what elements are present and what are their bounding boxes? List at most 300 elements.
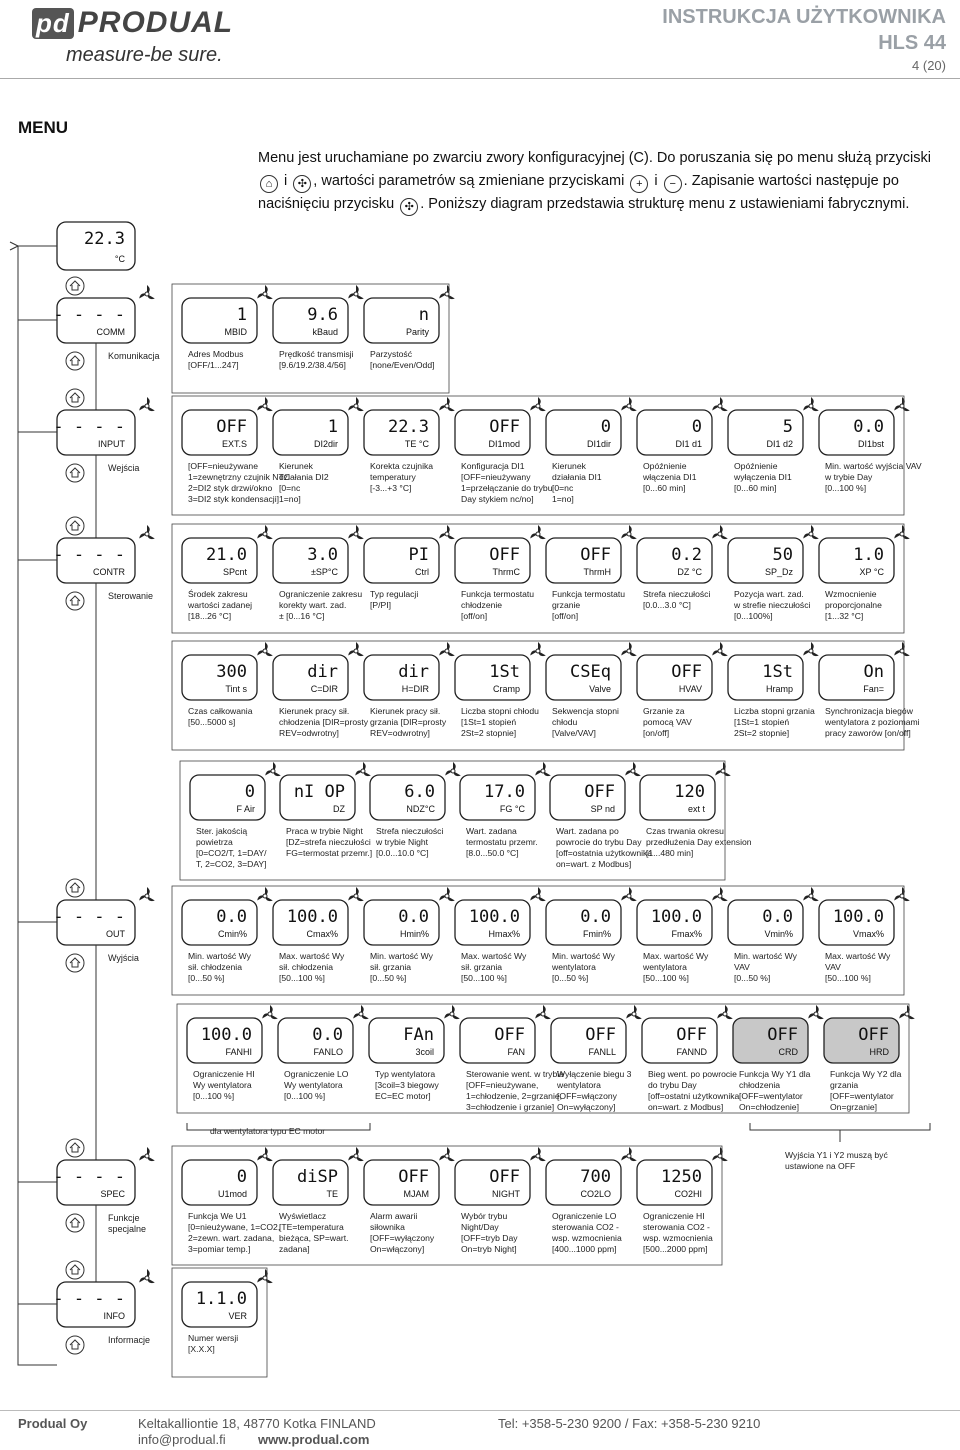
lcd-value: CSEq — [570, 662, 611, 682]
description-line: Funkcja Wy Y2 dla — [830, 1069, 902, 1079]
fan-key-icon — [621, 397, 637, 411]
page-number: 4 (20) — [912, 58, 946, 73]
parameter-description — [188, 1211, 280, 1254]
lcd-label: HRD — [869, 1047, 889, 1057]
lcd-value: dir — [398, 662, 429, 682]
description-line: Ster. jakością — [196, 826, 248, 836]
lcd-value: 0.0 — [853, 417, 884, 437]
parameter-description — [279, 951, 345, 983]
description-line: [OFF=wentylator — [739, 1091, 803, 1101]
intro-word-i1: i — [284, 173, 288, 189]
lcd-label: ThrmC — [492, 567, 520, 577]
description-line: VAV — [825, 962, 841, 972]
description-line: chłodzenia [DIR=prosty — [279, 717, 369, 727]
fan-key-icon — [139, 285, 155, 299]
lcd-label: DZ °C — [677, 567, 702, 577]
home-key-icon — [66, 1261, 84, 1279]
lcd-label: FANLO — [313, 1047, 343, 1057]
lcd-label: NIGHT — [492, 1189, 520, 1199]
description-line: sił. grzania — [370, 962, 412, 972]
fan-key-icon — [625, 762, 641, 776]
lcd-label: MBID — [224, 327, 247, 337]
description-line: 1=przełączanie do trybu — [461, 483, 553, 493]
lcd-value: 0.0 — [580, 907, 611, 927]
fan-key-icon — [262, 1005, 278, 1019]
footer-email: info@produal.fi — [138, 1432, 226, 1447]
parameter-description — [375, 826, 443, 858]
menu-input — [53, 410, 135, 455]
description-line: On=tryb Night] — [461, 1244, 517, 1254]
description-line: 2St=2 stopnie] — [734, 728, 790, 738]
description-line: Wyświetlacz — [279, 1211, 327, 1221]
minus-key-icon: − — [664, 175, 682, 193]
description-line: Funkcja termostatu — [461, 589, 535, 599]
fan-key-icon — [139, 1269, 155, 1283]
home-key-icon: ⌂ — [260, 175, 278, 193]
description-line: [1St=1 stopień — [734, 717, 790, 727]
description-line: korekty wart. zad. — [279, 600, 347, 610]
lcd-value: nI OP — [293, 782, 345, 802]
description-line: Czas całkowania — [188, 706, 253, 716]
fan-key-icon — [257, 397, 273, 411]
home-display — [57, 222, 135, 270]
lcd-label: Hramp — [765, 684, 793, 694]
description-line: REV=odwrotny] — [370, 728, 430, 738]
lcd-value: OFF — [585, 1025, 616, 1045]
description-line: Kierunek — [279, 461, 313, 471]
description-line: [OFF=tryb Day — [461, 1233, 518, 1243]
description-line: T, 2=CO2, 3=DAY] — [196, 859, 267, 869]
description-line: wentylatora — [552, 962, 596, 972]
parameter-description — [370, 589, 418, 610]
fan-key-icon — [808, 1005, 824, 1019]
description-line: wartości zadanej — [188, 600, 253, 610]
description-line: [Valve/VAV] — [552, 728, 596, 738]
fan-key-icon — [894, 642, 910, 656]
lcd-label: FG °C — [499, 804, 525, 814]
description-line: wsp. wzmocnienia — [643, 1233, 713, 1243]
lcd-value: 3.0 — [307, 545, 338, 565]
fan-key-icon — [439, 397, 455, 411]
fan-key-icon — [445, 762, 461, 776]
fan-key-icon — [894, 525, 910, 539]
description-line: Prędkość transmisji — [279, 349, 354, 359]
description-line: [X.X.X] — [188, 1344, 215, 1354]
home-key-icon — [66, 277, 84, 295]
fan-key-icon — [139, 1147, 155, 1161]
lcd-value: 0.0 — [312, 1025, 343, 1045]
description-line: grzanie — [552, 600, 581, 610]
description-line: [3coil=3 biegowy — [375, 1080, 439, 1090]
description-line: [on/off] — [643, 728, 670, 738]
fan-key-icon — [717, 1005, 733, 1019]
lcd-label: Vmin% — [764, 929, 793, 939]
description-line: [50...5000 s] — [188, 717, 236, 727]
lcd-label: F Air — [236, 804, 255, 814]
description-line: [OFF=nieużywane — [188, 461, 258, 471]
description-line: FG=termostat przemr.] — [286, 848, 373, 858]
lcd-label: DI1bst — [857, 439, 884, 449]
lcd-value: OFF — [398, 1167, 429, 1187]
fan-key-icon — [348, 1147, 364, 1161]
fan-key-icon — [712, 1147, 728, 1161]
lcd-label: Valve — [589, 684, 611, 694]
parameter-description — [551, 1211, 622, 1254]
parameter-description — [279, 589, 362, 621]
parameter-description — [461, 1211, 518, 1254]
parameter-description — [461, 589, 534, 621]
description-line: [P/PI] — [370, 600, 392, 610]
parameter-description — [551, 951, 616, 983]
parameter-description — [733, 461, 792, 493]
description-line: 3=pomiar temp.] — [188, 1244, 251, 1254]
lcd-value: n — [418, 305, 429, 325]
fan-key-icon — [530, 397, 546, 411]
description-line: [OFF=wentylator — [830, 1091, 894, 1101]
parameter-description — [733, 589, 811, 621]
lcd-value: 21.0 — [206, 545, 247, 565]
ec-motor-note: dla wentylatora typu EC motor — [210, 1126, 326, 1136]
lcd-value: - - - - — [53, 417, 125, 437]
description-line: w trybie Day — [825, 472, 873, 482]
fan-key-icon — [530, 887, 546, 901]
lcd-value: 100.0 — [286, 907, 338, 927]
lcd-label: CO2LO — [580, 1189, 611, 1199]
lcd-value: 1 — [327, 417, 338, 437]
fan-key-icon — [348, 642, 364, 656]
lcd-label: COMM — [96, 327, 125, 337]
fan-key-icon — [535, 762, 551, 776]
fan-key-icon — [348, 525, 364, 539]
description-line: Numer wersji — [188, 1333, 239, 1343]
description-line: Bieg went. po powrocie — [648, 1069, 737, 1079]
intro-word-i2: i — [654, 173, 658, 189]
menu-contr — [53, 538, 135, 583]
lcd-value: 1St — [489, 662, 520, 682]
lcd-value: 1.1.0 — [195, 1289, 247, 1309]
description-line: Wy wentylatora — [284, 1080, 343, 1090]
parameter-description — [188, 461, 290, 504]
lcd-value: OFF — [671, 662, 702, 682]
lcd-value: OFF — [584, 782, 615, 802]
lcd-label: 3coil — [415, 1047, 434, 1057]
description-line: Strefa nieczułości — [376, 826, 444, 836]
description-line: Opóźnienie — [643, 461, 687, 471]
description-line: [0...60 min] — [734, 483, 777, 493]
lcd-label: SP nd — [590, 804, 615, 814]
parameter-description — [734, 706, 815, 738]
menu-info — [53, 1282, 135, 1327]
fan-key-icon — [353, 1005, 369, 1019]
description-line: Ograniczenie LO — [284, 1069, 349, 1079]
parameter-description — [825, 589, 882, 621]
parameter-description — [825, 951, 891, 983]
lcd-label: Parity — [405, 327, 429, 337]
lcd-label: H=DIR — [401, 684, 429, 694]
lcd-value: - - - - — [53, 907, 125, 927]
parameter-description — [824, 461, 922, 493]
fan-key-icon — [712, 525, 728, 539]
parameter-description — [187, 588, 252, 621]
description-line: wyłączenia DI1 — [734, 472, 792, 482]
menu-name-out: Wyjścia — [108, 953, 139, 963]
lcd-label: OUT — [106, 929, 125, 939]
description-line: sił. chłodzenia — [188, 962, 242, 972]
description-line: bieżąca, SP=wart. — [279, 1233, 349, 1243]
description-line: 1=no] — [279, 494, 301, 504]
description-line: powrocie do trybu Day — [556, 837, 642, 847]
fan-key-icon: ✣ — [400, 198, 418, 216]
description-line: Typ wentylatora — [375, 1069, 436, 1079]
footer-web: www.produal.com — [258, 1432, 370, 1447]
description-line: Typ regulacji — [370, 589, 419, 599]
lcd-value: 100.0 — [650, 907, 702, 927]
footer-company: Produal Oy — [18, 1416, 88, 1431]
fan-key-icon — [894, 887, 910, 901]
parameter-description — [370, 706, 447, 738]
lcd-label: C=DIR — [310, 684, 338, 694]
description-line: Korekta czujnika — [370, 461, 434, 471]
lcd-value: 22.3 — [388, 417, 429, 437]
fan-key-icon — [894, 397, 910, 411]
lcd-label: DI1mod — [488, 439, 520, 449]
fan-key-icon: ✣ — [293, 175, 311, 193]
lcd-label: CO2HI — [674, 1189, 702, 1199]
lcd-label: DI1dir — [586, 439, 611, 449]
description-line: Kierunek pracy sił. — [370, 706, 441, 716]
description-line: Adres Modbus — [188, 349, 244, 359]
fan-key-icon — [530, 642, 546, 656]
parameter-description — [556, 1069, 632, 1112]
description-line: chłodzenia — [739, 1080, 781, 1090]
lcd-label: HVAV — [678, 684, 702, 694]
fan-key-icon — [257, 285, 273, 299]
description-line: Min. wartość wyjścia VAV — [825, 461, 922, 471]
description-line: [none/Even/Odd] — [370, 360, 435, 370]
parameter-description — [188, 349, 243, 370]
fan-key-icon — [626, 1005, 642, 1019]
fan-key-icon — [257, 525, 273, 539]
fan-key-icon — [712, 887, 728, 901]
lcd-label: ThrmH — [583, 567, 611, 577]
description-line: Liczba stopni grzania — [734, 706, 815, 716]
lcd-label: CRD — [778, 1047, 798, 1057]
lcd-value: 9.6 — [307, 305, 338, 325]
description-line: [1...480 min] — [646, 848, 694, 858]
description-line: 1=zewnętrzny czujnik NTC — [188, 472, 290, 482]
description-line: 2St=2 stopnie] — [461, 728, 517, 738]
fan-key-icon — [265, 762, 281, 776]
description-line: sił. grzania — [461, 962, 503, 972]
fan-key-icon — [139, 525, 155, 539]
lcd-value: OFF — [767, 1025, 798, 1045]
lcd-label: Hmin% — [399, 929, 429, 939]
doc-title-text: INSTRUKCJA UŻYTKOWNIKA — [662, 6, 946, 28]
description-line: on=wart. z Modbus] — [648, 1102, 724, 1112]
lcd-label: INPUT — [98, 439, 125, 449]
lcd-value: PI — [408, 545, 429, 565]
lcd-value: 50 — [772, 545, 793, 565]
description-line: [OFF=nieużywane, — [466, 1080, 539, 1090]
lcd-value: OFF — [676, 1025, 707, 1045]
menu-name-comm: Komunikacja — [108, 351, 160, 361]
parameter-description — [824, 706, 920, 738]
lcd-value: 22.3 — [84, 229, 125, 249]
menu-spine-line — [18, 246, 57, 1365]
fan-key-icon — [803, 887, 819, 901]
description-line: Wzmocnienie — [825, 589, 877, 599]
model-name: HLS 44 — [878, 32, 946, 54]
description-line: Funkcja We U1 — [188, 1211, 247, 1221]
parameter-description — [642, 1211, 713, 1254]
description-line: Konfiguracja DI1 — [461, 461, 525, 471]
lcd-label: Fmax% — [671, 929, 702, 939]
parameter-description — [461, 706, 539, 738]
description-line: [50...100 %] — [279, 973, 325, 983]
description-line: [0=nc — [552, 483, 574, 493]
parameter-description — [556, 826, 652, 869]
parameter-description — [370, 349, 435, 370]
lcd-label: FAN — [507, 1047, 525, 1057]
home-key-icon — [66, 464, 84, 482]
description-line: [-3...+3 °C] — [370, 483, 412, 493]
description-line: [50...100 %] — [825, 973, 871, 983]
lcd-label: Cramp — [492, 684, 520, 694]
lcd-value: - - - - — [53, 545, 125, 565]
lcd-label: Fan= — [863, 684, 884, 694]
parameter-description — [370, 951, 434, 983]
description-line: Max. wartość Wy — [643, 951, 709, 961]
fan-key-icon — [139, 397, 155, 411]
description-line: pracy zaworów [on/off] — [825, 728, 911, 738]
lcd-label: DI2dir — [313, 439, 338, 449]
description-line: Ograniczenie HI — [193, 1069, 255, 1079]
lcd-value: 0 — [691, 417, 702, 437]
fan-key-icon — [712, 642, 728, 656]
description-line: On=włączony] — [370, 1244, 425, 1254]
description-line: [0=CO2/T, 1=DAY/ — [196, 848, 267, 858]
description-line: [400...1000 ppm] — [552, 1244, 617, 1254]
lcd-label: Cmax% — [306, 929, 338, 939]
description-line: Wyłączenie biegu 3 — [557, 1069, 632, 1079]
description-line: 1=chłodzenie, 2=grzanie, — [466, 1091, 563, 1101]
lcd-label: °C — [114, 254, 125, 264]
parameter-description — [286, 826, 372, 858]
description-line: Liczba stopni chłodu — [461, 706, 539, 716]
parameter-description — [188, 1333, 238, 1354]
description-line: wentylatora z poziomami — [825, 717, 920, 727]
description-line: [1...32 °C] — [825, 611, 864, 621]
lcd-value: OFF — [494, 1025, 525, 1045]
description-line: [off=ostatnia użytkownika — [556, 848, 653, 858]
lcd-label: Fmin% — [582, 929, 611, 939]
fan-key-icon — [530, 525, 546, 539]
description-line: [0...50 %] — [370, 973, 407, 983]
lcd-value: On — [863, 662, 884, 682]
lcd-value: dir — [307, 662, 338, 682]
logo-tagline: measure-be sure. — [66, 44, 223, 66]
description-line: wsp. wzmocnienia — [552, 1233, 622, 1243]
description-line: Synchronizacja biegów — [825, 706, 913, 716]
fan-key-icon — [803, 642, 819, 656]
section-title: MENU — [18, 118, 69, 137]
lcd-label: CONTR — [93, 567, 125, 577]
fan-key-icon — [257, 1269, 273, 1283]
description-line: Praca w trybie Night — [286, 826, 363, 836]
parameter-description — [279, 461, 329, 504]
home-key-icon — [66, 1139, 84, 1157]
home-key-icon — [66, 352, 84, 370]
parameter-description — [370, 461, 433, 493]
fan-key-icon — [803, 397, 819, 411]
home-key-icon — [66, 592, 84, 610]
parameter-description — [466, 826, 538, 858]
lcd-value: diSP — [297, 1167, 338, 1187]
lcd-value: 0 — [236, 1167, 247, 1187]
parameter-description — [552, 706, 619, 738]
description-line: [0...100 %] — [825, 483, 867, 493]
lcd-value: 1.0 — [853, 545, 884, 565]
description-line: [50...100 %] — [461, 973, 507, 983]
lcd-value: 6.0 — [404, 782, 435, 802]
description-line: [18...26 °C] — [188, 611, 232, 621]
logo-wordmark: PRODUAL — [77, 6, 234, 39]
description-line: Grzanie za — [643, 706, 685, 716]
fan-key-icon — [803, 525, 819, 539]
parameter-description — [642, 951, 709, 983]
lcd-label: INFO — [103, 1311, 125, 1321]
fan-key-icon — [621, 887, 637, 901]
description-line: pomocą VAV — [643, 717, 692, 727]
description-line: [0...100 %] — [193, 1091, 235, 1101]
description-line: On=grzanie] — [830, 1102, 878, 1112]
lcd-label: ext t — [687, 804, 705, 814]
lcd-label: Hmax% — [488, 929, 520, 939]
parameter-description — [552, 461, 602, 504]
description-line: 2=zewn. wart. zadana, — [188, 1233, 275, 1243]
description-line: Day stykiem nc/no] — [461, 494, 534, 504]
description-line: sterowania CO2 - — [643, 1222, 710, 1232]
parameter-description — [375, 1069, 439, 1101]
lcd-label: Tint s — [225, 684, 247, 694]
fan-key-icon — [439, 887, 455, 901]
menu-name-contr: Sterowanie — [108, 591, 154, 601]
description-line: proporcjonalne — [825, 600, 882, 610]
description-line: Night/Day — [461, 1222, 499, 1232]
fan-key-icon — [355, 762, 371, 776]
lcd-value: 0.0 — [398, 907, 429, 927]
parameter-description — [370, 1211, 435, 1254]
lcd-label: SPcnt — [222, 567, 247, 577]
description-line: włączenia DI1 — [643, 472, 697, 482]
fan-key-icon — [257, 642, 273, 656]
lcd-label: Cmin% — [217, 929, 247, 939]
fan-key-icon — [439, 642, 455, 656]
lcd-label: DZ — [333, 804, 345, 814]
description-line: [0=nc — [279, 483, 301, 493]
description-line: Max. wartość Wy — [461, 951, 527, 961]
fan-key-icon — [715, 762, 731, 776]
lcd-label: kBaud — [312, 327, 338, 337]
parameter-description — [196, 826, 267, 869]
description-line: siłownika — [370, 1222, 405, 1232]
lcd-label: SPEC — [100, 1189, 125, 1199]
page-footer — [0, 1410, 960, 1450]
lcd-label: Vmax% — [852, 929, 884, 939]
description-line: działania DI1 — [552, 472, 602, 482]
parameter-description — [739, 1069, 811, 1112]
parameter-description — [552, 589, 625, 621]
